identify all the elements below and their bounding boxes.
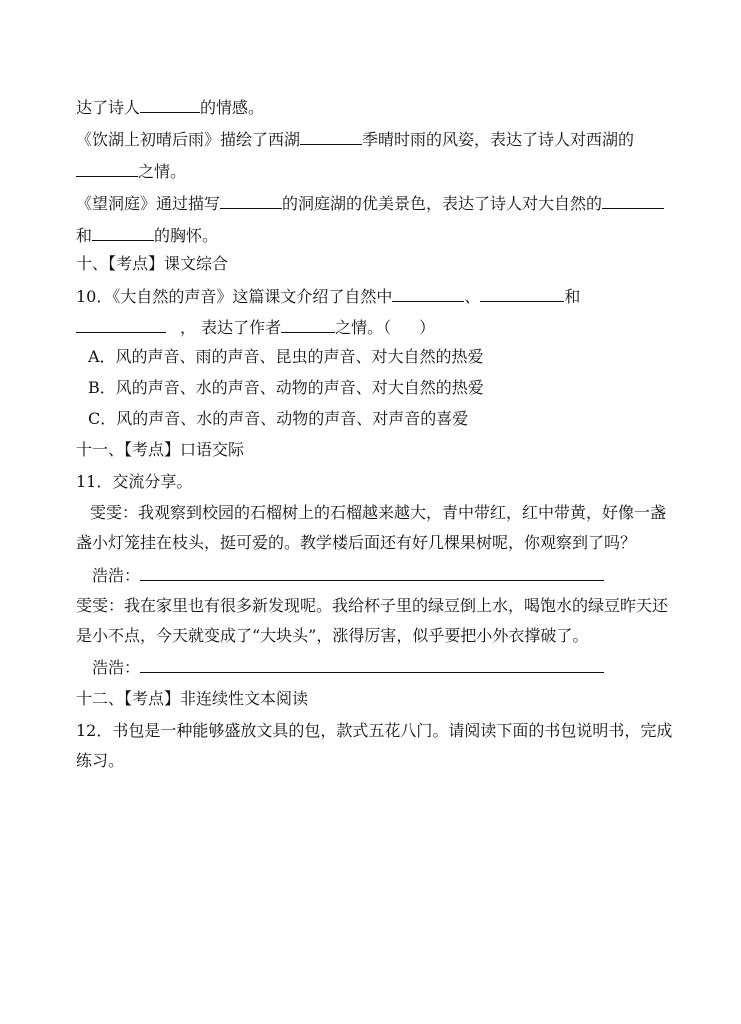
answer-blank[interactable] [300, 129, 362, 145]
dialogue-wenwen-1-cont: 盏小灯笼挂在枝头，挺可爱的。教学楼后面还有好几棵果树呢，你观察到了吗？ [76, 533, 637, 552]
text: ） [419, 318, 436, 337]
section-heading-10: 十、【考点】课文综合 [76, 254, 229, 273]
text: 《望洞庭》通过描写 [76, 194, 221, 213]
text: ， 表达了作者 [180, 318, 282, 337]
section-heading-11: 十一、【考点】口语交际 [76, 440, 245, 459]
answer-blank[interactable] [76, 161, 138, 177]
poem-dongting-line [76, 193, 681, 214]
poem-xihu-line [76, 129, 681, 150]
text: 的胸怀。 [154, 226, 219, 245]
text: 和 [76, 226, 93, 245]
option-b[interactable]: B．风的声音、水的声音、动物的声音、对大自然的热爱 [88, 378, 484, 397]
question-10 [76, 286, 681, 307]
dialogue-wenwen-2: 雯雯：我在家里也有很多新发现呢。我给杯子里的绿豆倒上水，喝饱水的绿豆昨天还 [76, 596, 669, 615]
option-c[interactable]: C．风的声音、水的声音、动物的声音、对声音的喜爱 [88, 409, 469, 428]
poem-emotion-line [76, 97, 681, 118]
answer-blank[interactable] [392, 286, 464, 302]
dialogue-wenwen-2-cont: 是小不点，今天就变成了“大块头”，涨得厉害，似乎要把小外衣撑破了。 [76, 626, 589, 645]
text: 之情。 [138, 162, 187, 181]
answer-blank[interactable] [140, 565, 604, 581]
answer-blank[interactable] [480, 286, 564, 302]
answer-blank[interactable] [76, 317, 166, 333]
answer-blank[interactable] [281, 317, 335, 333]
question-12: 12．书包是一种能够盛放文具的包，款式五花八门。请阅读下面的书包说明书，完成 [76, 721, 673, 740]
text: 《饮湖上初晴后雨》描绘了西湖 [76, 130, 301, 149]
question-12-cont: 练习。 [76, 751, 125, 770]
text: 浩浩： [92, 566, 141, 585]
text: 浩浩： [92, 658, 141, 677]
text: 的洞庭湖的优美景色，表达了诗人对大自然的 [282, 194, 603, 213]
answer-blank[interactable] [140, 97, 200, 113]
text: 、 [464, 287, 481, 306]
section-heading-12: 十二、【考点】非连续性文本阅读 [76, 689, 309, 708]
haohao-answer-line-2 [92, 657, 681, 678]
text: 和 [564, 287, 581, 306]
dialogue-wenwen-1: 雯雯：我观察到校园的石榴树上的石榴越来越大，青中带红，红中带黄，好像一盏 [90, 503, 667, 522]
question-10-line-2 [76, 317, 681, 338]
answer-blank[interactable] [602, 193, 664, 209]
text: 10．《大自然的声音》这篇课文介绍了自然中 [76, 287, 393, 306]
text: 季晴时雨的风姿，表达了诗人对西湖的 [362, 130, 635, 149]
haohao-answer-line [92, 565, 681, 586]
answer-blank[interactable] [92, 225, 154, 241]
text: 的情感。 [200, 98, 265, 117]
question-11-title: 11．交流分享。 [76, 472, 193, 491]
text: 之情。（ [335, 318, 392, 337]
text: 达了诗人 [76, 98, 141, 117]
poem-dongting-line-2 [76, 225, 681, 246]
answer-blank[interactable] [140, 657, 604, 673]
poem-xihu-line-2 [76, 161, 681, 182]
option-a[interactable]: A．风的声音、雨的声音、昆虫的声音、对大自然的热爱 [88, 347, 484, 366]
answer-blank[interactable] [220, 193, 282, 209]
